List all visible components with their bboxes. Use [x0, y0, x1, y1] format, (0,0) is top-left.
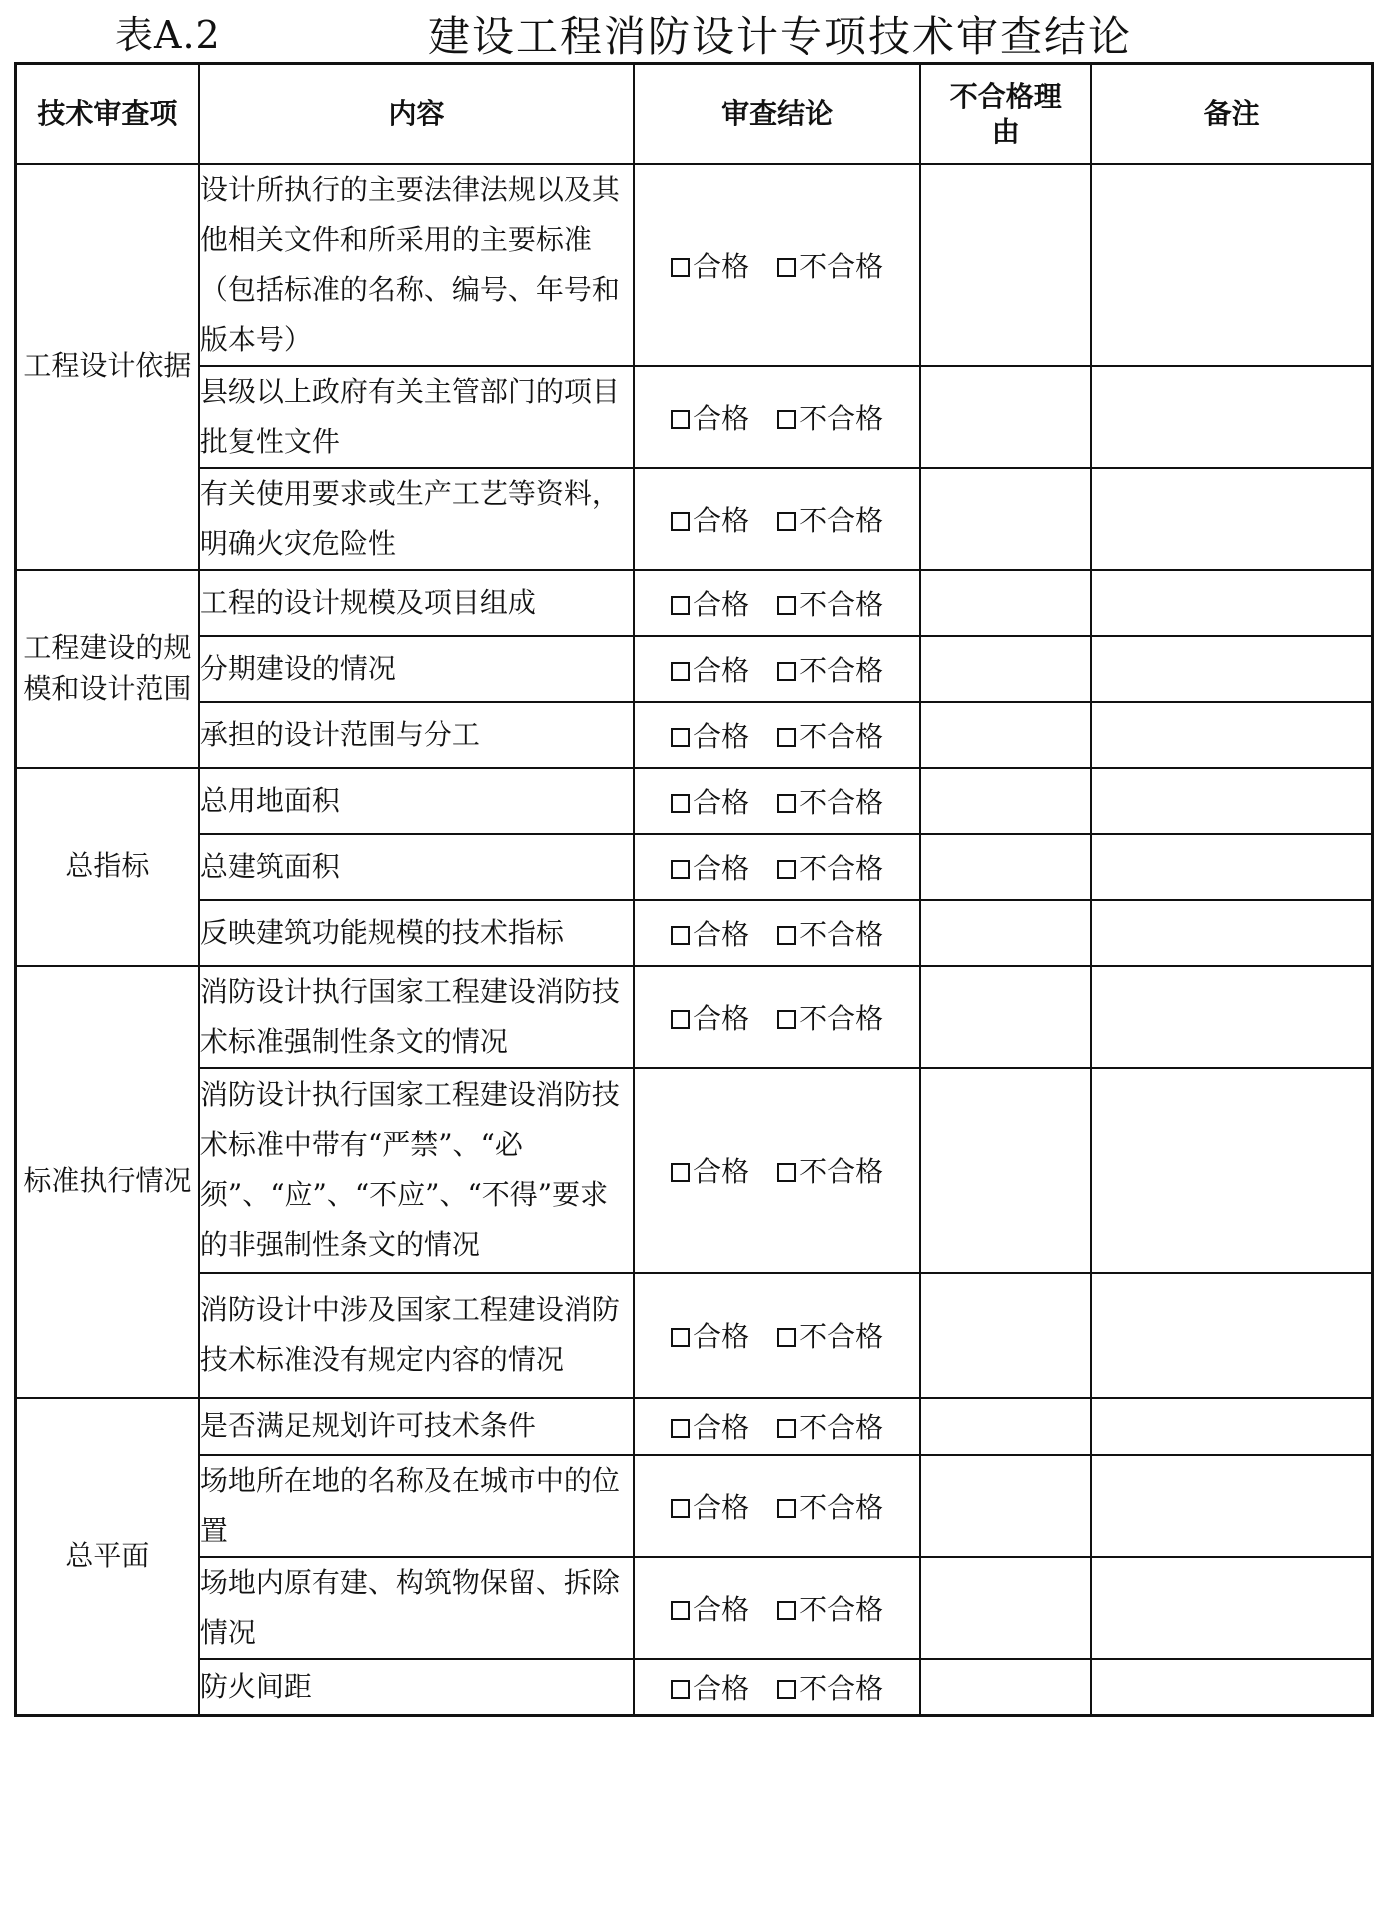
- fail-checkbox[interactable]: [777, 1419, 796, 1438]
- fail-option[interactable]: [777, 913, 883, 953]
- conclusion-cell: [634, 1273, 920, 1398]
- pass-label: 合格: [693, 401, 750, 435]
- pass-checkbox[interactable]: [671, 410, 690, 429]
- table-row: [16, 1557, 1373, 1659]
- fail-checkbox[interactable]: [777, 1328, 796, 1347]
- fail-label: 不合格: [799, 917, 884, 951]
- pass-option[interactable]: [671, 583, 749, 623]
- table-row: [16, 1398, 1373, 1455]
- remark-cell[interactable]: [1091, 768, 1372, 834]
- fail-checkbox[interactable]: [777, 596, 796, 615]
- conclusion-cell: [634, 1398, 920, 1455]
- reason-cell[interactable]: [920, 1068, 1091, 1273]
- pass-checkbox[interactable]: [671, 1601, 690, 1620]
- fail-option[interactable]: [777, 1406, 883, 1446]
- table-body: [16, 164, 1373, 1716]
- fail-label: 不合格: [799, 851, 884, 885]
- header-item: 技术审查项: [16, 64, 199, 164]
- fail-option[interactable]: [777, 781, 883, 821]
- fail-label: 不合格: [799, 1320, 884, 1353]
- row-content: 承担的设计范围与分工: [199, 702, 634, 768]
- fail-checkbox[interactable]: [777, 410, 796, 429]
- fail-checkbox[interactable]: [777, 1499, 796, 1518]
- reason-cell[interactable]: [920, 1273, 1091, 1398]
- pass-label: 合格: [693, 1320, 750, 1353]
- table-row: [16, 702, 1373, 768]
- remark-cell[interactable]: [1091, 1557, 1372, 1659]
- title-row: [0, 0, 1388, 60]
- fail-checkbox[interactable]: [777, 1680, 796, 1699]
- table-row: [16, 1659, 1373, 1716]
- fail-option[interactable]: [777, 583, 883, 623]
- fail-label: 不合格: [799, 1671, 884, 1705]
- remark-cell[interactable]: [1091, 900, 1372, 966]
- section-name: 总平面: [16, 1398, 199, 1716]
- conclusion-cell: [634, 768, 920, 834]
- fail-label: 不合格: [799, 1001, 884, 1035]
- fail-option[interactable]: [777, 847, 883, 887]
- fail-checkbox[interactable]: [777, 1601, 796, 1620]
- pass-checkbox[interactable]: [671, 1680, 690, 1699]
- pass-label: 合格: [693, 1155, 750, 1188]
- reason-cell[interactable]: [920, 1455, 1091, 1557]
- conclusion-cell: [634, 468, 920, 570]
- conclusion-cell: [634, 1557, 920, 1659]
- fail-checkbox[interactable]: [777, 258, 796, 277]
- reason-cell[interactable]: [920, 1659, 1091, 1716]
- conclusion-cell: [634, 1068, 920, 1273]
- fail-label: 不合格: [799, 587, 884, 621]
- table-row: [16, 900, 1373, 966]
- conclusion-cell: [634, 1659, 920, 1716]
- row-content: 总建筑面积: [199, 834, 634, 900]
- row-content: 工程的设计规模及项目组成: [199, 570, 634, 636]
- reason-cell[interactable]: [920, 768, 1091, 834]
- fail-option[interactable]: [777, 1486, 883, 1526]
- reason-cell[interactable]: [920, 834, 1091, 900]
- fail-checkbox[interactable]: [777, 926, 796, 945]
- table-row: [16, 966, 1373, 1068]
- row-content: 分期建设的情况: [199, 636, 634, 702]
- remark-cell[interactable]: [1091, 1659, 1372, 1716]
- row-content: 场地所在地的名称及在城市中的位置: [199, 1455, 634, 1557]
- reason-cell[interactable]: [920, 468, 1091, 570]
- reason-cell[interactable]: [920, 966, 1091, 1068]
- row-content: 有关使用要求或生产工艺等资料，明确火灾危险性: [199, 468, 634, 570]
- reason-cell[interactable]: [920, 702, 1091, 768]
- pass-label: 合格: [693, 587, 750, 621]
- table-header: [16, 64, 1373, 164]
- section-name: 工程设计依据: [16, 164, 199, 570]
- reason-cell[interactable]: [920, 1557, 1091, 1659]
- pass-label: 合格: [693, 1001, 750, 1035]
- fail-option[interactable]: [777, 1150, 883, 1190]
- fail-checkbox[interactable]: [777, 1010, 796, 1029]
- conclusion-cell: [634, 702, 920, 768]
- fail-label: 不合格: [799, 401, 884, 435]
- pass-option[interactable]: [671, 499, 749, 539]
- reason-cell[interactable]: [920, 1398, 1091, 1455]
- table-row: [16, 1273, 1373, 1398]
- row-content: 总用地面积: [199, 768, 634, 834]
- pass-label: 合格: [693, 1411, 750, 1444]
- pass-option[interactable]: [671, 1486, 749, 1526]
- table-number: 表A.2: [115, 13, 221, 57]
- pass-label: 合格: [693, 1592, 750, 1626]
- header-conclusion: 审查结论: [634, 64, 920, 164]
- conclusion-cell: [634, 966, 920, 1068]
- fail-checkbox[interactable]: [777, 728, 796, 747]
- pass-label: 合格: [693, 719, 750, 753]
- fail-checkbox[interactable]: [777, 512, 796, 531]
- table-title: 建设工程消防设计专项技术审查结论: [428, 12, 1133, 61]
- pass-label: 合格: [693, 785, 750, 819]
- reason-cell[interactable]: [920, 366, 1091, 468]
- conclusion-cell: [634, 834, 920, 900]
- pass-option[interactable]: [671, 397, 749, 437]
- fail-checkbox[interactable]: [777, 662, 796, 681]
- fail-label: 不合格: [799, 1490, 884, 1524]
- fail-label: 不合格: [799, 503, 884, 537]
- table-row: [16, 834, 1373, 900]
- pass-checkbox[interactable]: [671, 512, 690, 531]
- fail-option[interactable]: [777, 997, 883, 1037]
- table-row: [16, 468, 1373, 570]
- reason-cell[interactable]: [920, 636, 1091, 702]
- pass-option[interactable]: [671, 1406, 749, 1446]
- fail-checkbox[interactable]: [777, 794, 796, 813]
- pass-checkbox[interactable]: [671, 1163, 690, 1182]
- pass-checkbox[interactable]: [671, 926, 690, 945]
- pass-checkbox[interactable]: [671, 1010, 690, 1029]
- row-content: 消防设计执行国家工程建设消防技术标准中带有“严禁”、“必须”、“应”、“不应”、“不得”要求的非强制性条文的情况: [199, 1068, 634, 1273]
- section-name: 标准执行情况: [16, 966, 199, 1398]
- pass-label: 合格: [693, 249, 750, 283]
- conclusion-cell: [634, 636, 920, 702]
- conclusion-cell: [634, 570, 920, 636]
- pass-option[interactable]: [671, 1667, 749, 1707]
- remark-cell[interactable]: [1091, 1398, 1372, 1455]
- pass-option[interactable]: [671, 781, 749, 821]
- pass-checkbox[interactable]: [671, 794, 690, 813]
- table-row: [16, 768, 1373, 834]
- header-row: [16, 64, 1373, 164]
- pass-label: 合格: [693, 851, 750, 885]
- row-content: 消防设计中涉及国家工程建设消防技术标准没有规定内容的情况: [199, 1273, 634, 1398]
- pass-checkbox[interactable]: [671, 728, 690, 747]
- pass-label: 合格: [693, 1490, 750, 1524]
- remark-cell[interactable]: [1091, 1273, 1372, 1398]
- fail-label: 不合格: [799, 1155, 884, 1188]
- remark-cell[interactable]: [1091, 468, 1372, 570]
- remark-cell[interactable]: [1091, 636, 1372, 702]
- remark-cell[interactable]: [1091, 834, 1372, 900]
- row-content: 消防设计执行国家工程建设消防技术标准强制性条文的情况: [199, 966, 634, 1068]
- pass-checkbox[interactable]: [671, 1499, 690, 1518]
- fail-option[interactable]: [777, 499, 883, 539]
- pass-label: 合格: [693, 1671, 750, 1705]
- fail-option[interactable]: [777, 1588, 883, 1628]
- fail-label: 不合格: [799, 1592, 884, 1626]
- fail-option[interactable]: [777, 245, 883, 285]
- pass-label: 合格: [693, 653, 750, 687]
- pass-checkbox[interactable]: [671, 860, 690, 879]
- pass-label: 合格: [693, 917, 750, 951]
- remark-cell[interactable]: [1091, 702, 1372, 768]
- table-row: [16, 164, 1373, 366]
- fail-label: 不合格: [799, 249, 884, 283]
- row-content: 场地内原有建、构筑物保留、拆除情况: [199, 1557, 634, 1659]
- reason-cell[interactable]: [920, 570, 1091, 636]
- pass-option[interactable]: [671, 997, 749, 1037]
- row-content: 设计所执行的主要法律法规以及其他相关文件和所采用的主要标准（包括标准的名称、编号、年号和版本号）: [199, 164, 634, 366]
- conclusion-cell: [634, 366, 920, 468]
- pass-option[interactable]: [671, 649, 749, 689]
- fail-label: 不合格: [799, 1411, 884, 1444]
- row-content: 是否满足规划许可技术条件: [199, 1398, 634, 1455]
- table-row: [16, 1068, 1373, 1273]
- row-content: 反映建筑功能规模的技术指标: [199, 900, 634, 966]
- remark-cell[interactable]: [1091, 1455, 1372, 1557]
- fail-label: 不合格: [799, 653, 884, 687]
- pass-checkbox[interactable]: [671, 596, 690, 615]
- fail-option[interactable]: [777, 1667, 883, 1707]
- reason-cell[interactable]: [920, 900, 1091, 966]
- header-remark: 备注: [1091, 64, 1372, 164]
- remark-cell[interactable]: [1091, 570, 1372, 636]
- row-content: 防火间距: [199, 1659, 634, 1716]
- row-content: 县级以上政府有关主管部门的项目批复性文件: [199, 366, 634, 468]
- pass-checkbox[interactable]: [671, 1419, 690, 1438]
- table-row: [16, 1455, 1373, 1557]
- header-content: 内容: [199, 64, 634, 164]
- conclusion-cell: [634, 900, 920, 966]
- fail-option[interactable]: [777, 397, 883, 437]
- reason-cell[interactable]: [920, 164, 1091, 366]
- pass-option[interactable]: [671, 1315, 749, 1355]
- section-name: 工程建设的规模和设计范围: [16, 570, 199, 768]
- header-reason: 不合格理由: [920, 64, 1091, 164]
- remark-cell[interactable]: [1091, 366, 1372, 468]
- section-name: 总指标: [16, 768, 199, 966]
- table-row: [16, 636, 1373, 702]
- pass-option[interactable]: [671, 1588, 749, 1628]
- fail-option[interactable]: [777, 649, 883, 689]
- remark-cell[interactable]: [1091, 164, 1372, 366]
- pass-option[interactable]: [671, 913, 749, 953]
- fail-checkbox[interactable]: [777, 860, 796, 879]
- pass-option[interactable]: [671, 245, 749, 285]
- pass-checkbox[interactable]: [671, 662, 690, 681]
- remark-cell[interactable]: [1091, 966, 1372, 1068]
- fail-checkbox[interactable]: [777, 1163, 796, 1182]
- fail-label: 不合格: [799, 785, 884, 819]
- remark-cell[interactable]: [1091, 1068, 1372, 1273]
- conclusion-cell: [634, 164, 920, 366]
- pass-checkbox[interactable]: [671, 1328, 690, 1347]
- table-row: [16, 366, 1373, 468]
- pass-option[interactable]: [671, 1150, 749, 1190]
- pass-option[interactable]: [671, 847, 749, 887]
- pass-checkbox[interactable]: [671, 258, 690, 277]
- pass-option[interactable]: [671, 715, 749, 755]
- table-row: [16, 570, 1373, 636]
- fail-option[interactable]: [777, 715, 883, 755]
- conclusion-cell: [634, 1455, 920, 1557]
- pass-label: 合格: [693, 503, 750, 537]
- fail-option[interactable]: [777, 1315, 883, 1355]
- review-table: [14, 62, 1374, 1717]
- fail-label: 不合格: [799, 719, 884, 753]
